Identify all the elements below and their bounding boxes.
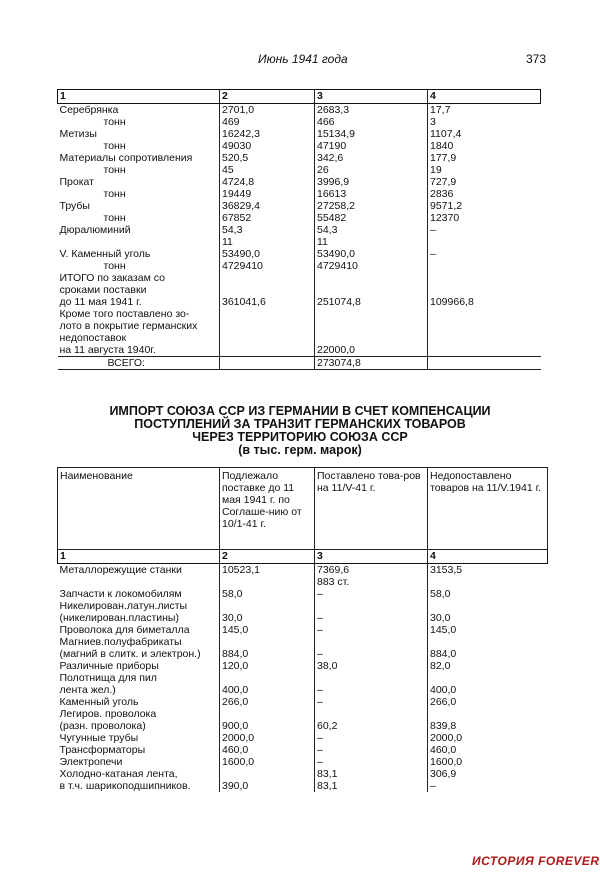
table-row [58,612,548,624]
row-value-3: 11 [315,236,428,248]
row-value-2: 120,0 [220,660,315,672]
section-title-line: ИМПОРТ СОЮЗА ССР ИЗ ГЕРМАНИИ В СЧЕТ КОМПЕНСАЦИИ [109,404,491,418]
watermark-text: ИСТОРИЯ FOREVER [472,854,600,868]
row-value-4: 1840 [430,140,454,152]
table-row [58,732,548,744]
row-value-2: 884,0 [220,648,315,660]
table-row [58,576,548,588]
row-label: Магниев.полуфабрикаты [58,636,220,648]
total-value-2 [220,357,315,370]
table-row [58,660,548,672]
row-value-3: – [315,624,428,636]
row-label: Холодно-катаная лента, [58,768,220,780]
deliveries-table [57,89,541,370]
row-label: (никелирован.пластины) [58,612,220,624]
row-value-3: 4729410 [315,260,428,272]
row-value-2 [220,576,315,588]
row-value-3: – [315,648,428,660]
row-label: на 11 августа 1940г. [58,344,220,357]
row-label: Кроме того поставлено зо- [58,308,220,320]
table-row [58,248,541,260]
row-label: Различные приборы [58,660,220,672]
table-row [58,684,548,696]
table-row [58,648,548,660]
row-label: Запчасти к локомобилям [58,588,220,600]
row-value-4 [428,672,548,684]
row-value-3 [315,284,428,296]
row-value-2: 16242,3 [220,128,315,140]
table-row [58,296,541,308]
row-label: Трубы [58,200,220,212]
table-row [58,236,541,248]
table-row [58,140,541,152]
row-label: (магний в слитк. и электрон.) [58,648,220,660]
row-value-4: 460,0 [430,744,457,756]
row-value-4: – [430,248,436,260]
row-label: тонн [58,260,220,272]
row-value-2: 11 [220,236,315,248]
row-label: в т.ч. шарикоподшипников. [58,780,220,792]
row-label: тонн [58,188,220,200]
table-row [58,212,541,224]
table-row [58,780,548,792]
row-value-3: 466 [315,116,428,128]
row-value-2: 19449 [220,188,315,200]
row-label: Метизы [58,128,220,140]
header-name: Наименование [58,468,220,550]
row-value-2 [220,672,315,684]
row-value-3: 27258,2 [315,200,428,212]
row-label: Материалы сопротивления [58,152,220,164]
row-label: Полотнища для пил [58,672,220,684]
row-value-2: 145,0 [220,624,315,636]
row-label: недопоставок [58,332,220,344]
table-row [58,768,548,780]
row-value-3 [315,708,428,720]
running-header-title: Июнь 1941 года [258,52,348,66]
row-value-2: 45 [220,164,315,176]
row-value-2: 266,0 [220,696,315,708]
row-value-3 [315,308,428,320]
row-label: Проволока для биметалла [58,624,220,636]
row-value-4: 58,0 [430,588,451,600]
section-subtitle: (в тыс. герм. марок) [238,443,362,457]
row-value-3: 251074,8 [315,296,428,308]
row-value-2: 4724,8 [220,176,315,188]
col-number: 2 [220,90,315,104]
row-value-2 [220,332,315,344]
col-number: 1 [58,550,220,564]
total-label: ВСЕГО: [58,357,220,370]
row-value-2 [220,272,315,284]
table-row [58,624,548,636]
row-value-2 [220,708,315,720]
row-label: до 11 мая 1941 г. [58,296,220,308]
row-value-4 [428,272,541,284]
table-row [58,332,541,344]
row-value-2: 1600,0 [220,756,315,768]
total-value-4 [428,357,541,370]
row-label [58,236,220,248]
total-row [58,357,541,370]
row-value-3 [315,320,428,332]
table-column-numbers [58,90,541,104]
row-value-2: 469 [220,116,315,128]
row-value-4: 839,8 [430,720,457,732]
total-value-3: 273074,8 [315,357,428,370]
row-value-2: 36829,4 [220,200,315,212]
table-row [58,308,541,320]
row-label: Никелирован.латун.листы [58,600,220,612]
table-row [58,284,541,296]
table-row [58,116,541,128]
row-value-3: 2683,3 [315,104,428,117]
row-value-3: – [315,732,428,744]
row-value-3 [315,600,428,612]
row-value-2: 2000,0 [220,732,315,744]
row-value-3: 38,0 [315,660,428,672]
row-label: ИТОГО по заказам со [58,272,220,284]
table-row [58,200,541,212]
row-label: лента жел.) [58,684,220,696]
section-title [60,405,540,457]
table-row [58,588,548,600]
row-label: (разн. проволока) [58,720,220,732]
table-row [58,756,548,768]
table-row [58,636,548,648]
row-value-3: 3996,9 [315,176,428,188]
row-value-4: 30,0 [430,612,451,624]
row-value-2: 49030 [220,140,315,152]
row-value-4: 727,9 [430,176,457,188]
table-row [58,564,548,577]
row-value-2: 10523,1 [220,564,315,577]
row-value-3: 47190 [315,140,428,152]
row-value-4: 9571,2 [430,200,463,212]
header-due: Подлежало поставке до 11 мая 1941 г. по Соглаше-нию от 10/1-41 г. [220,468,315,550]
row-value-4: 145,0 [430,624,457,636]
table-row [58,720,548,732]
row-value-3: – [315,588,428,600]
row-value-3 [315,636,428,648]
row-value-4: 17,7 [430,104,451,116]
row-value-3: – [315,684,428,696]
row-value-3 [315,272,428,284]
row-value-2: 460,0 [220,744,315,756]
row-value-4: 3153,5 [430,564,463,576]
row-value-4: 2000,0 [430,732,463,744]
row-value-2: 400,0 [220,684,315,696]
row-value-3: – [315,756,428,768]
row-value-2 [220,768,315,780]
row-value-4 [428,236,541,248]
row-label: Серебрянка [58,104,220,117]
table-row [58,272,541,284]
row-value-4: 400,0 [430,684,457,696]
table-header-row [58,468,548,550]
row-value-4 [428,600,548,612]
table-row [58,176,541,188]
row-value-3: 883 ст. [315,576,428,588]
row-value-4: 19 [430,164,442,176]
row-value-2 [220,600,315,612]
row-value-4: 266,0 [430,696,457,708]
header-undelivered: Недопоставлено товаров на 11/V.1941 г. [428,468,548,550]
table-row [58,128,541,140]
row-value-3: – [315,696,428,708]
table-row [58,344,541,357]
col-number: 3 [315,90,428,104]
row-label: V. Каменный уголь [58,248,220,260]
row-value-4 [428,320,541,332]
row-value-3: 83,1 [315,780,428,792]
row-value-4 [428,576,548,588]
page-number: 373 [526,52,547,66]
row-value-4: 2836 [430,188,454,200]
row-value-2 [220,636,315,648]
row-value-4 [428,284,541,296]
row-value-3: – [315,744,428,756]
row-label: тонн [58,140,220,152]
row-value-2: 30,0 [220,612,315,624]
row-value-4: – [430,224,436,236]
row-value-3: 83,1 [315,768,428,780]
row-label: Дюралюминий [58,224,220,236]
row-value-4: 1107,4 [430,128,462,140]
row-label: Металлорежущие станки [58,564,220,577]
table-row [58,188,541,200]
row-label: Трансформаторы [58,744,220,756]
row-value-4: – [430,780,436,792]
row-value-2: 58,0 [220,588,315,600]
row-value-2 [220,344,315,357]
row-label: тонн [58,164,220,176]
row-value-4 [428,332,541,344]
row-value-4: 884,0 [430,648,457,660]
table-row [58,708,548,720]
row-value-3: 22000,0 [315,344,428,357]
row-value-2 [220,320,315,332]
table-row [58,224,541,236]
table-row [58,104,541,117]
row-label: лото в покрытие германских [58,320,220,332]
col-number: 2 [220,550,315,564]
table-row [58,260,541,272]
row-value-2: 900,0 [220,720,315,732]
row-value-3 [315,332,428,344]
row-value-4 [428,344,541,357]
row-value-4: 3 [430,116,436,128]
row-value-3: 53490,0 [315,248,428,260]
col-number: 1 [58,90,220,104]
header-delivered: Поставлено това-ров на 11/V-41 г. [315,468,428,550]
row-value-2: 4729410 [220,260,315,272]
row-label: тонн [58,212,220,224]
row-label [58,576,220,588]
table-row [58,744,548,756]
table-row [58,696,548,708]
row-label: сроками поставки [58,284,220,296]
row-value-2: 67852 [220,212,315,224]
section-title-line: ЧЕРЕЗ ТЕРРИТОРИЮ СОЮЗА ССР [192,430,408,444]
row-value-4 [428,636,548,648]
col-number: 4 [428,90,541,104]
row-value-3: 15134,9 [315,128,428,140]
col-number: 3 [315,550,428,564]
row-value-2: 2701,0 [220,104,315,117]
col-number: 4 [428,550,548,564]
row-value-2: 361041,6 [220,296,315,308]
table-column-numbers [58,550,548,564]
row-value-3: 26 [315,164,428,176]
row-label: Чугунные трубы [58,732,220,744]
row-value-2 [220,284,315,296]
row-value-3: 342,6 [315,152,428,164]
row-value-4 [428,708,548,720]
row-value-4: 12370 [430,212,460,224]
table-row [58,152,541,164]
table-row [58,600,548,612]
row-value-2 [220,308,315,320]
row-label: Прокат [58,176,220,188]
section-title-line: ПОСТУПЛЕНИЙ ЗА ТРАНЗИТ ГЕРМАНСКИХ ТОВАРОВ [134,417,466,431]
row-value-2: 390,0 [220,780,315,792]
row-value-4: 109966,8 [430,296,474,308]
row-value-3: 16613 [315,188,428,200]
row-value-2: 520,5 [220,152,315,164]
row-value-3 [315,672,428,684]
row-label: Легиров. проволока [58,708,220,720]
row-label: Каменный уголь [58,696,220,708]
table-row [58,672,548,684]
import-table [57,467,548,792]
row-value-4 [428,260,541,272]
row-value-3: 55482 [315,212,428,224]
table-row [58,320,541,332]
row-value-4: 306,9 [430,768,457,780]
row-value-3: 54,3 [315,224,428,236]
row-value-3: 7369,6 [315,564,428,577]
row-label: тонн [58,116,220,128]
row-label: Электропечи [58,756,220,768]
row-value-4: 1600,0 [430,756,463,768]
table-row [58,164,541,176]
row-value-3: – [315,612,428,624]
row-value-4 [428,308,541,320]
row-value-2: 53490,0 [220,248,315,260]
row-value-4: 82,0 [430,660,451,672]
row-value-4: 177,9 [430,152,457,164]
row-value-2: 54,3 [220,224,315,236]
row-value-3: 60,2 [315,720,428,732]
